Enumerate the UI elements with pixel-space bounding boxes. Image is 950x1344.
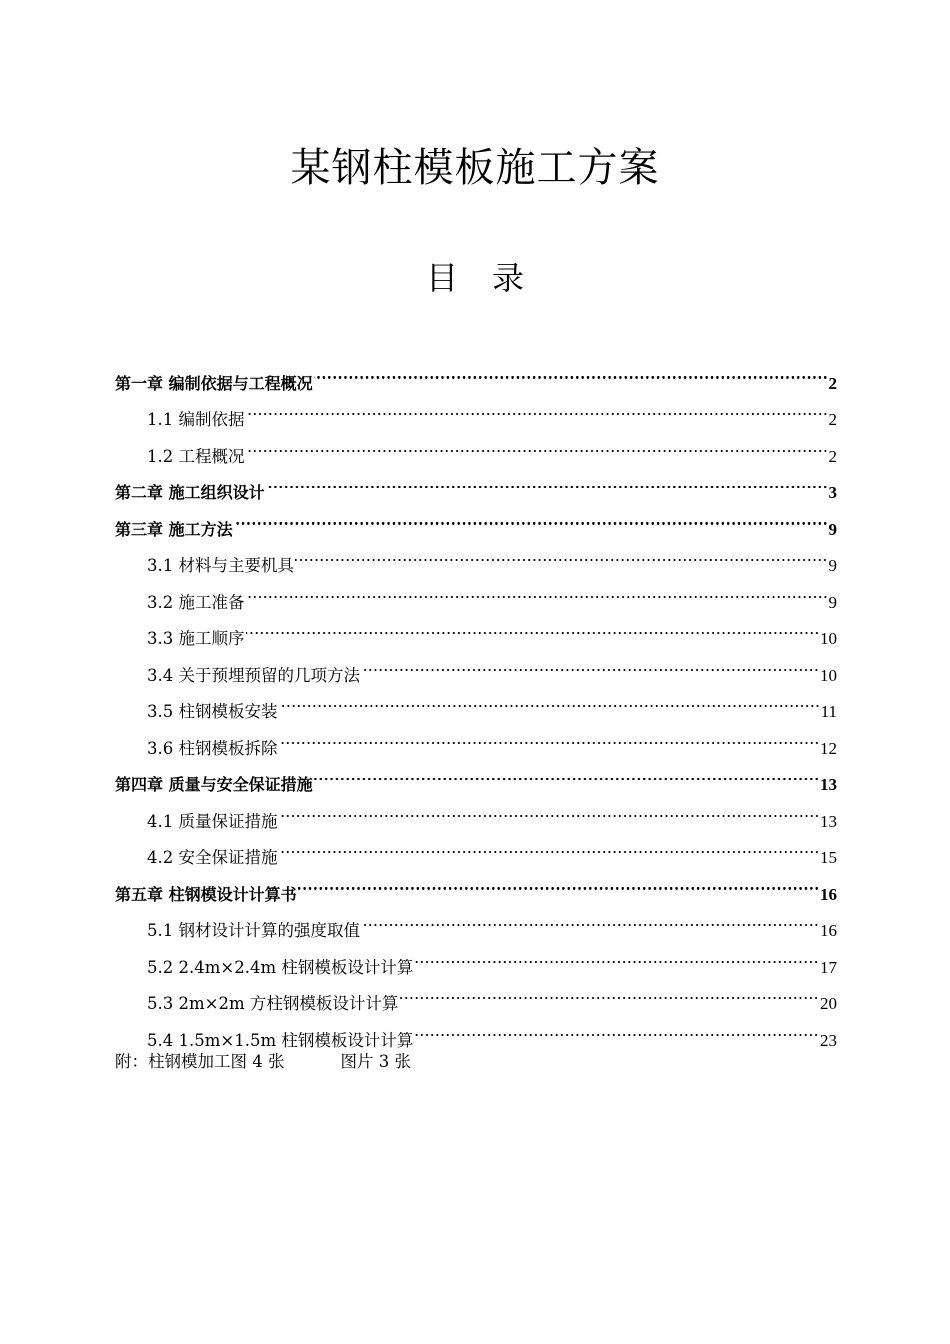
toc-heading: [0, 256, 950, 300]
dot-leader: [246, 571, 828, 608]
table-of-contents: [115, 352, 837, 1050]
toc-entry-label: 第五章 柱钢模设计计算书: [115, 884, 297, 904]
dot-leader: [279, 681, 820, 718]
toc-entry-label: 3.6 柱钢模板拆除: [147, 738, 278, 758]
dot-leader: [279, 717, 820, 754]
dot-leader: [234, 498, 828, 535]
appendix-prefix: 附：: [115, 1052, 148, 1071]
toc-heading-char-2: 录: [492, 259, 525, 297]
toc-entry-label: 1.1 编制依据: [147, 410, 245, 429]
dot-leader: [246, 389, 828, 426]
toc-entry-page: 9: [828, 519, 837, 539]
dot-leader: [314, 352, 828, 389]
dot-leader: [314, 754, 819, 791]
toc-entry-label: 第一章 编制依据与工程概况: [115, 373, 313, 393]
dot-leader: [399, 973, 819, 1010]
dot-leader: [279, 790, 820, 827]
toc-entry-label: 4.1 质量保证措施: [147, 811, 278, 831]
toc-entry-page: 15: [820, 848, 837, 867]
toc-heading-char-1: 目: [425, 259, 458, 297]
toc-entry-label: 3.4 关于预埋预留的几项方法: [147, 665, 360, 685]
toc-entry-page: 3: [828, 483, 837, 502]
toc-entry-label: 1.2 工程概况: [147, 446, 245, 466]
appendix-item-drawings: 柱钢模加工图 4 张: [148, 1052, 285, 1071]
toc-entry-page: 16: [820, 921, 837, 940]
dot-leader: [361, 644, 819, 681]
toc-entry-label: 5.1 钢材设计计算的强度取值: [147, 921, 360, 940]
document-title: 某钢柱模板施工方案: [290, 145, 660, 191]
appendix-note: [115, 1044, 411, 1080]
dot-leader: [266, 462, 828, 499]
toc-entry-page: 2: [828, 410, 837, 429]
appendix-item-photos: 图片 3 张: [340, 1052, 411, 1071]
toc-entry-label: 3.1 材料与主要机具: [147, 556, 294, 575]
toc-entry-page: 2: [828, 446, 837, 466]
dot-leader: [414, 1009, 819, 1046]
toc-entry-page: 9: [828, 592, 837, 612]
toc-entry-label: 第三章 施工方法: [115, 519, 233, 539]
toc-entry-label: 5.4 1.5m×1.5m 柱钢模板设计计算: [147, 1030, 414, 1050]
toc-entry-label: 4.2 安全保证措施: [147, 848, 278, 867]
toc-entry-page: 9: [828, 556, 837, 575]
toc-entry-chapter-1[interactable]: [115, 352, 837, 393]
toc-entry-page: 23: [820, 1030, 837, 1050]
toc-entry-page: 10: [820, 629, 837, 648]
toc-entry-label: 第四章 质量与安全保证措施: [115, 775, 313, 794]
toc-entry-page: 2: [828, 373, 837, 393]
toc-entry-page: 12: [820, 738, 837, 758]
toc-entry-label: 3.2 施工准备: [147, 592, 245, 612]
dot-leader: [298, 863, 819, 900]
toc-entry-label: 5.3 2m×2m 方柱钢模板设计计算: [147, 994, 399, 1013]
toc-entry-label: 5.2 2.4m×2.4m 柱钢模板设计计算: [147, 957, 414, 977]
toc-entry-label: 第二章 施工组织设计: [115, 483, 265, 502]
toc-entry-page: 17: [820, 957, 837, 977]
dot-leader: [414, 936, 819, 973]
toc-entry-page: 10: [820, 665, 837, 685]
toc-entry-page: 13: [820, 811, 837, 831]
toc-entry-page: 11: [820, 702, 837, 721]
toc-entry-page: 16: [820, 884, 837, 904]
toc-entry-page: 13: [820, 775, 837, 794]
dot-leader: [361, 900, 819, 937]
dot-leader: [279, 827, 820, 864]
toc-entry-label: 3.5 柱钢模板安装: [147, 702, 278, 721]
toc-entry-label: 3.3 施工顺序: [147, 629, 245, 648]
dot-leader: [246, 608, 820, 645]
dot-leader: [246, 425, 828, 462]
dot-leader: [295, 535, 828, 572]
toc-entry-page: 20: [820, 994, 837, 1013]
